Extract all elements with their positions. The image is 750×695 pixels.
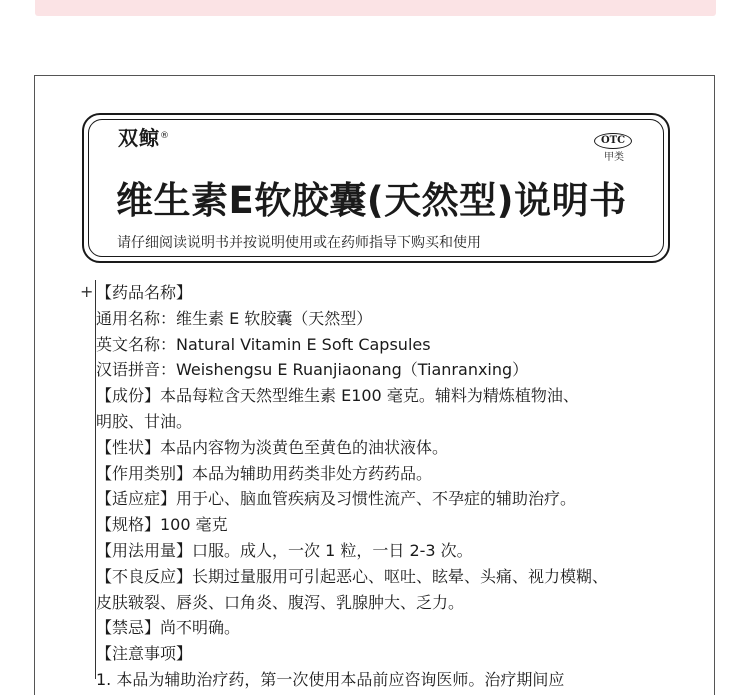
english-name-line: 英文名称：Natural Vitamin E Soft Capsules	[96, 334, 431, 354]
contraindications-line: 【禁忌】尚不明确。	[96, 618, 241, 638]
precautions-line-1: 1. 本品为辅助治疗药，第一次使用本品前应咨询医师。治疗期间应	[96, 669, 565, 689]
leaflet-content	[95, 280, 696, 689]
top-banner	[35, 0, 716, 16]
appearance-line: 【性状】本品内容物为淡黄色至黄色的油状液体。	[96, 437, 449, 457]
usage-advice: 请仔细阅读说明书并按说明使用或在药师指导下购买和使用	[117, 235, 481, 251]
otc-badge: OTC	[594, 133, 632, 149]
brand-logo	[118, 126, 170, 150]
pinyin-name-line: 汉语拼音：Weishengsu E Ruanjiaonang（Tianranxing）	[96, 360, 529, 380]
adverse-reactions-line: 【不良反应】长期过量服用可引起恶心、呕吐、眩晕、头痛、视力模糊、	[96, 566, 609, 586]
registered-mark: ®	[160, 131, 170, 141]
section-plus-mark: +	[80, 282, 94, 301]
page-title: 维生素E软胶囊(天然型)说明书	[116, 179, 627, 222]
section-heading-precautions: 【注意事项】	[96, 644, 193, 664]
category-line: 【作用类别】本品为辅助用药类非处方药药品。	[96, 463, 433, 483]
generic-name-line: 通用名称：维生素 E 软胶囊（天然型）	[96, 308, 373, 328]
brand-name: 双鲸	[118, 126, 160, 150]
otc-class-label: 甲类	[604, 152, 624, 163]
indications-line: 【适应症】用于心、脑血管疾病及习惯性流产、不孕症的辅助治疗。	[96, 489, 577, 509]
ingredients-line-cont: 明胶、甘油。	[96, 411, 193, 431]
dosage-line: 【用法用量】口服。成人，一次 1 粒，一日 2-3 次。	[96, 540, 473, 560]
specification-line: 【规格】100 毫克	[96, 515, 228, 535]
adverse-reactions-line-cont: 皮肤皲裂、唇炎、口角炎、腹泻、乳腺肿大、乏力。	[96, 592, 465, 612]
section-heading-name: 【药品名称】	[96, 283, 193, 302]
ingredients-line: 【成份】本品每粒含天然型维生素 E100 毫克。辅料为精炼植物油、	[96, 386, 579, 406]
